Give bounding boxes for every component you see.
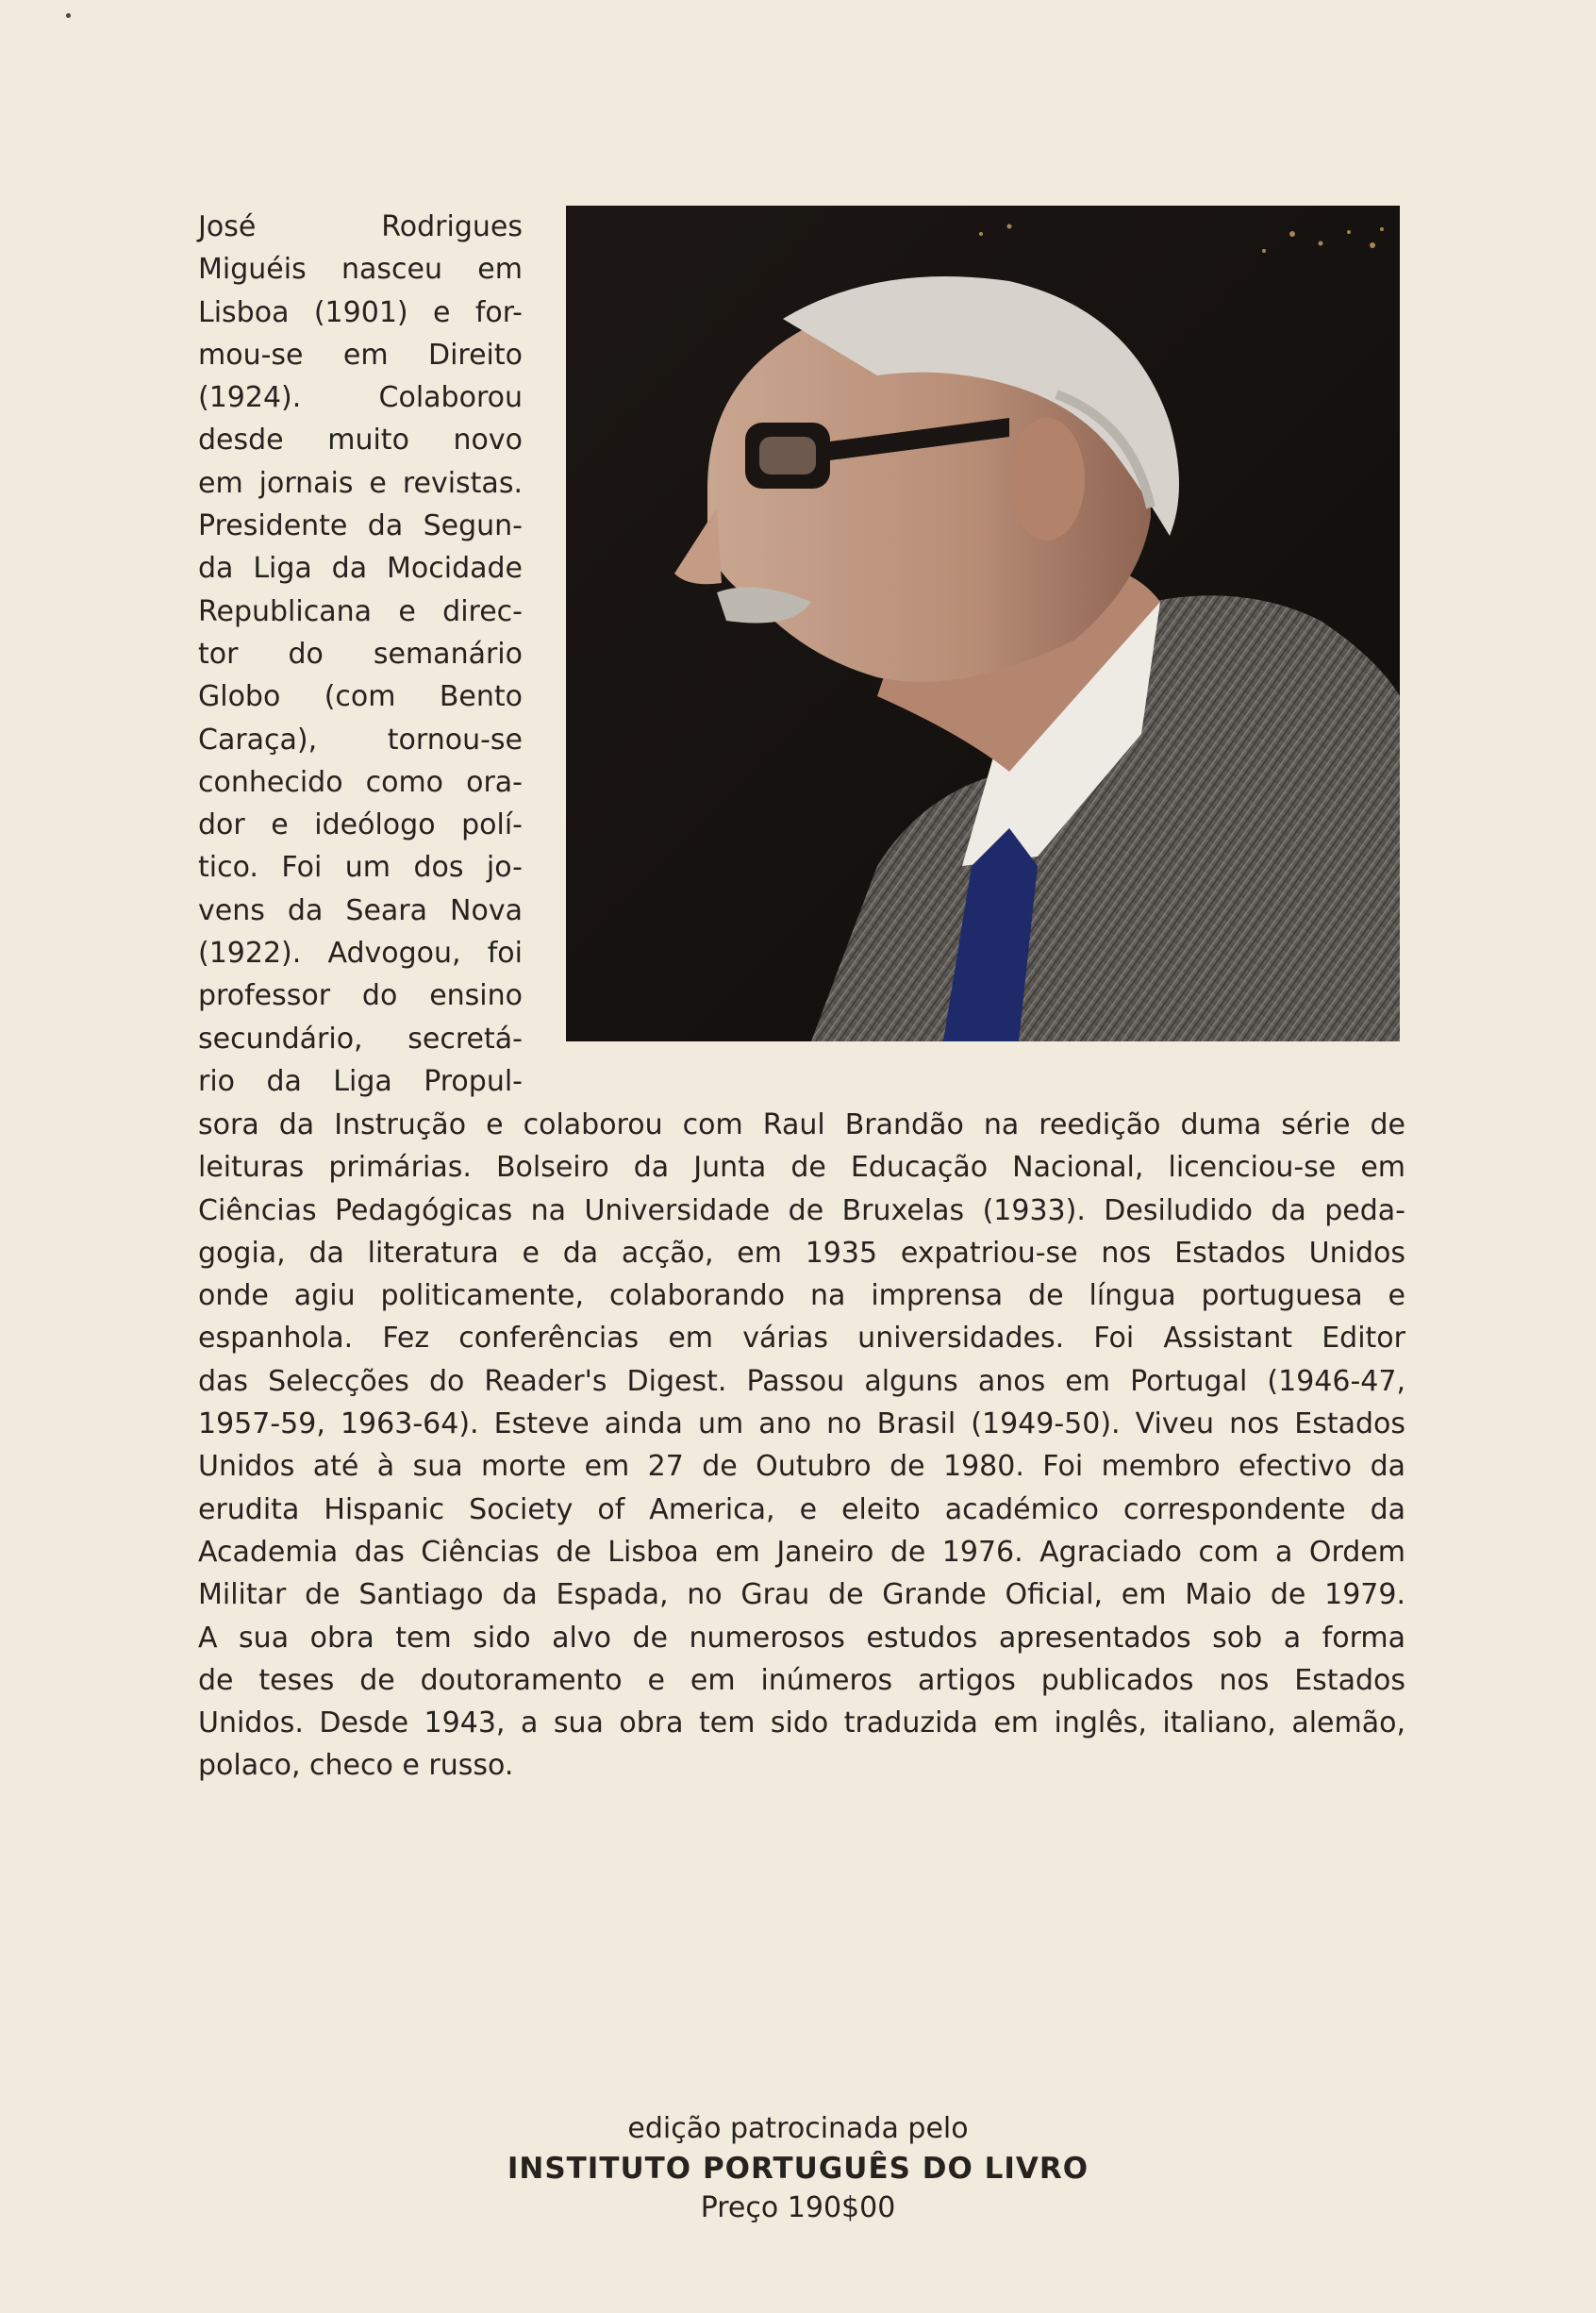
bio-line: tor do semanário [198,637,523,671]
bio-line: Lisboa (1901) e for- [198,295,523,329]
publication-footer [0,2109,1596,2228]
bio-line: sora da Instrução e colaborou com Raul Brandão na reedição duma série de [198,1108,1405,1141]
bio-line: das Selecções do Reader's Digest. Passou alguns anos em Portugal (1946-47, [198,1364,1405,1398]
bio-line: Globo (com Bento [198,680,523,714]
bio-line: Miguéis nasceu em [198,253,523,287]
bio-line: José Rodrigues [198,210,523,243]
bio-line: em jornais e revistas. [198,466,523,500]
bio-line: tico. Foi um dos jo- [198,851,523,885]
bio-line: espanhola. Fez conferências em várias universidades. Foi Assistant Editor [198,1322,1405,1356]
bio-line: (1922). Advogou, foi [198,937,523,971]
bio-line: vens da Seara Nova [198,893,523,927]
bio-line: Militar de Santiago da Espada, no Grau de Grande Oficial, em Maio de 1979. [198,1578,1405,1612]
bio-line: da Liga da Mocidade [198,552,523,586]
bio-line: Unidos. Desde 1943, a sua obra tem sido traduzida em inglês, italiano, alemão, [198,1706,1405,1740]
page-speck [66,13,71,18]
bio-line: Ciências Pedagógicas na Universidade de Bruxelas (1933). Desiludido da peda- [198,1193,1405,1227]
price-label: Preço 190$00 [700,2191,896,2224]
bio-line: rio da Liga Propul- [198,1064,523,1098]
sponsor-organization: INSTITUTO PORTUGUÊS DO LIVRO [507,2152,1089,2186]
bio-line: dor e ideólogo polí- [198,808,523,842]
author-portrait-photo [566,206,1400,1041]
bio-line: (1924). Colaborou [198,381,523,415]
bio-line: polaco, checo e russo. [198,1749,514,1783]
bio-line: Presidente da Segun- [198,509,523,543]
bio-text-narrow-column [198,206,523,1103]
bio-line: de teses de doutoramento e em inúmeros artigos publicados nos Estados [198,1663,1405,1697]
bio-line: leituras primárias. Bolseiro da Junta de Educação Nacional, licenciou-se em [198,1151,1405,1185]
bio-line: onde agiu politicamente, colaborando na imprensa de língua portuguesa e [198,1279,1405,1313]
bio-line: professor do ensino [198,979,523,1013]
bio-line: 1957-59, 1963-64). Esteve ainda um ano no Brasil (1949-50). Viveu nos Estados [198,1407,1405,1441]
bio-line: secundário, secretá- [198,1022,523,1056]
bio-line: Unidos até à sua morte em 27 de Outubro de 1980. Foi membro efectivo da [198,1450,1405,1484]
bio-text-full-width [198,1104,1405,1788]
bio-line: Academia das Ciências de Lisboa em Janeiro de 1976. Agraciado com a Ordem [198,1535,1405,1569]
bio-line: erudita Hispanic Society of America, e eleito académico correspondente da [198,1492,1405,1526]
bio-line: Caraça), tornou-se [198,723,523,757]
sponsor-line: edição patrocinada pelo [627,2112,969,2145]
bio-line: desde muito novo [198,424,523,458]
portrait-illustration [566,206,1400,1041]
bio-line: Republicana e direc- [198,594,523,628]
bio-line: mou-se em Direito [198,338,523,372]
bio-line: conhecido como ora- [198,765,523,799]
bio-line: gogia, da literatura e da acção, em 1935 expatriou-se nos Estados Unidos [198,1236,1405,1270]
bio-line: A sua obra tem sido alvo de numerosos estudos apresentados sob a forma [198,1621,1405,1655]
